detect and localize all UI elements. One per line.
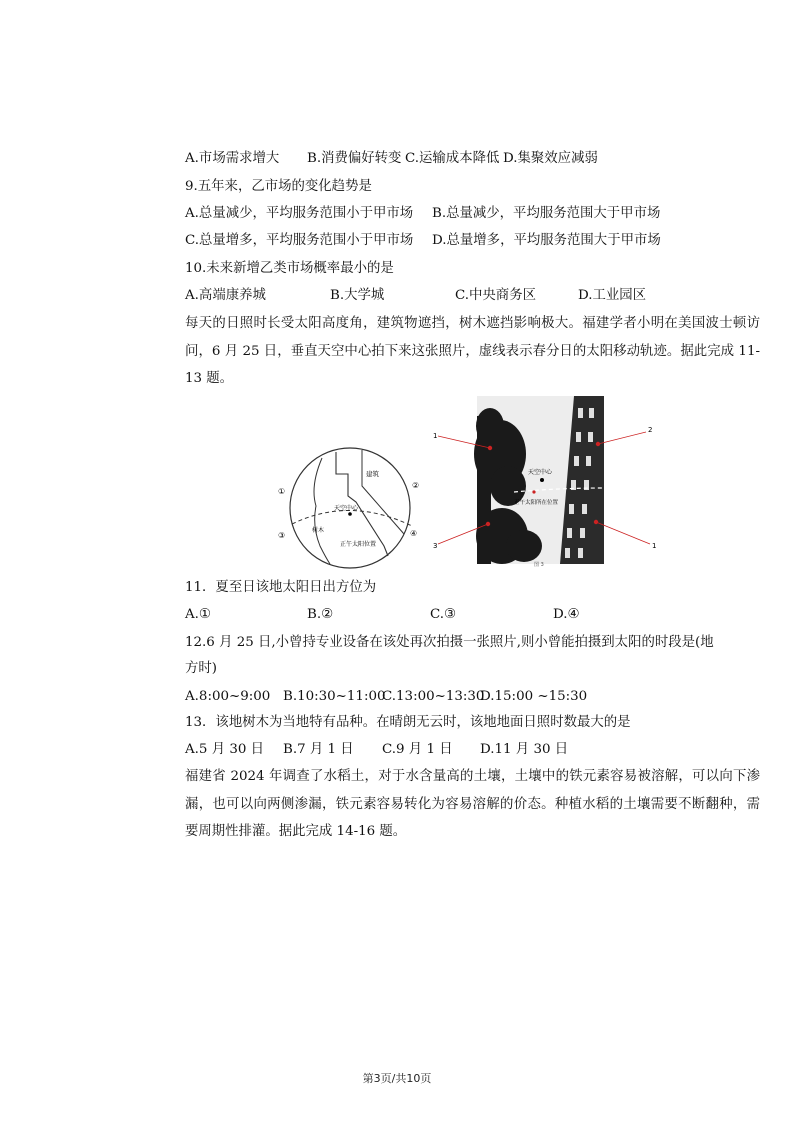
photo-num-1: 1 [433, 432, 438, 440]
label-tree: 树木 [312, 527, 325, 534]
label-noon-sun: 正午太阳位置 [340, 541, 377, 548]
equinox-sun-path [292, 510, 412, 526]
photo-noon-dot [532, 490, 535, 493]
q10-stem: 10.未来新增乙类市场概率最小的是 [185, 261, 394, 276]
q10-option-b[interactable]: B.大学城 [330, 288, 385, 303]
tree-outline [314, 458, 330, 564]
q9-option-d[interactable]: D.总量增多，平均服务范围大于甲市场 [432, 233, 661, 248]
q9-option-c[interactable]: C.总量增多，平均服务范围小于甲市场 [185, 233, 414, 248]
q13-option-c[interactable]: C.9 月 1 日 [382, 742, 453, 757]
q11-stem: 11．夏至日该地太阳日出方位为 [185, 580, 377, 595]
q13-option-b[interactable]: B.7 月 1 日 [283, 742, 354, 757]
q11-option-b[interactable]: B.② [307, 607, 334, 622]
marker-2: ② [412, 481, 420, 490]
passage-sunlight: 每天的日照时长受太阳高度角，建筑物遮挡，树木遮挡影响极大。福建学者小明在美国波士顿访问，6 月 25 日，垂直天空中心拍下来这张照片，虚线表示春分日的太阳移动轨迹。据此完成 11-13 题。 [185, 316, 760, 386]
q9-option-a[interactable]: A.总量减少，平均服务范围小于甲市场 [185, 206, 414, 221]
photo-center-dot [540, 478, 544, 482]
label-building: 建筑 [366, 470, 379, 478]
q13-option-d[interactable]: D.11 月 30 日 [480, 742, 569, 757]
q11-option-a[interactable]: A.① [185, 607, 211, 622]
q11-option-d[interactable]: D.④ [553, 607, 580, 622]
sky-photo [428, 396, 668, 568]
q10-option-a[interactable]: A.高端康养城 [185, 288, 266, 303]
q13-stem: 13．该地树木为当地特有品种。在晴朗无云时，该地地面日照时数最大的是 [185, 715, 631, 730]
sky-center-dot [348, 512, 352, 516]
marker-1: ① [278, 487, 286, 496]
q10-option-c[interactable]: C.中央商务区 [455, 288, 536, 303]
sky-diagram [274, 446, 424, 576]
q8-option-b[interactable]: B.消费偏好转变 [307, 151, 402, 166]
q12-option-c[interactable]: C.13:00~13:30 [382, 689, 485, 704]
marker-4: ④ [410, 529, 418, 538]
q11-option-c[interactable]: C.③ [430, 607, 457, 622]
q13-option-a[interactable]: A.5 月 30 日 [185, 742, 265, 757]
q9-option-b[interactable]: B.总量减少，平均服务范围大于甲市场 [432, 206, 661, 221]
q8-option-d[interactable]: D.集聚效应减弱 [503, 151, 598, 166]
photo-caption: 图 3 [534, 562, 544, 568]
q10-option-d[interactable]: D.工业园区 [578, 288, 647, 303]
q12-stem-line2: 方时) [185, 661, 218, 676]
photo-num-3: 3 [433, 542, 438, 550]
photo-label-center: 天空中心 [528, 469, 553, 476]
photo-label-noon: 正午太阳所在位置 [514, 500, 559, 506]
label-sky-center: 天空中心 [334, 505, 359, 512]
q12-stem-line1: 12.6 月 25 日,小曾持专业设备在该处再次拍摄一张照片,则小曾能拍摄到太阳的时段是(地 [185, 635, 714, 650]
q8-option-a[interactable]: A.市场需求增大 [185, 151, 280, 166]
marker-3: ③ [278, 531, 286, 540]
q9-stem: 9.五年来，乙市场的变化趋势是 [185, 179, 372, 194]
q12-option-d[interactable]: D.15:00 ~15:30 [480, 689, 588, 704]
passage-paddy-soil: 福建省 2024 年调查了水稻土，对于水含量高的土壤，土壤中的铁元素容易被溶解，可以向下渗漏，也可以向两侧渗漏，铁元素容易转化为容易溶解的价态。种植水稻的土壤需要不断翻种，需要周期性排灌。据此完成 14-16 题。 [185, 769, 760, 839]
photo-num-1b: 1 [652, 542, 657, 550]
photo-num-2: 2 [648, 426, 653, 434]
q8-option-c[interactable]: C.运输成本降低 [405, 151, 500, 166]
q12-option-b[interactable]: B.10:30~11:00 [283, 689, 386, 704]
page-number: 第3页/共10页 [362, 1072, 432, 1085]
q12-option-a[interactable]: A.8:00~9:00 [185, 689, 271, 704]
